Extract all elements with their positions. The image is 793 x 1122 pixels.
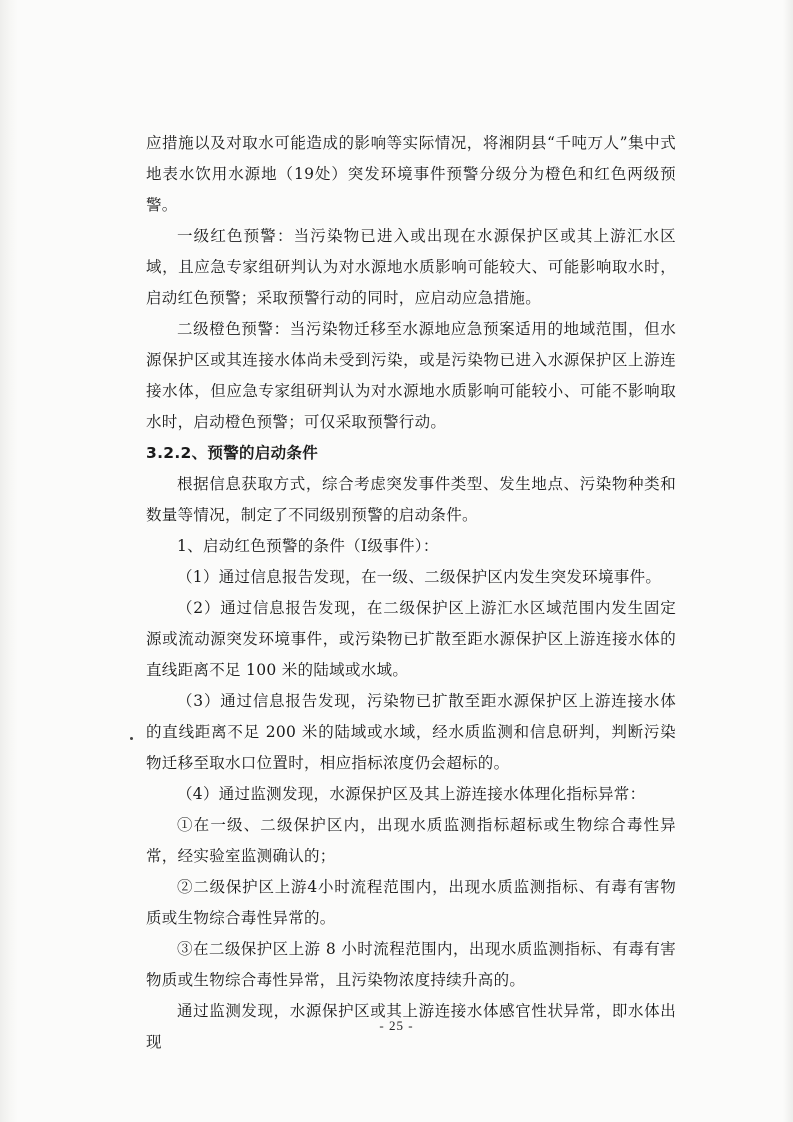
scan-speck (130, 737, 133, 740)
scan-edge-right (783, 0, 793, 1122)
scan-edge-left (0, 0, 18, 1122)
paragraph-start-conditions-intro: 根据信息获取方式，综合考虑突发事件类型、发生地点、污染物种类和数量等情况，制定了不同级别预警的启动条件。 (146, 475, 676, 524)
paragraph-red-warning: 一级红色预警：当污染物已进入或出现在水源保护区或其上游汇水区域，且应急专家组研判认为对水源地水质影响可能较大、可能影响取水时，启动红色预警；采取预警行动的同时，应启动应急措施。 (146, 227, 676, 307)
paragraph-condition-2: （2）通过信息报告发现，在二级保护区上游汇水区域范围内发生固定源或流动源突发环境事件，或污染物已扩散至距水源保护区上游连接水体的直线距离不足 100 米的陆域或水域。 (146, 599, 676, 679)
paragraph-sub-condition-b: ②二级保护区上游4小时流程范围内，出现水质监测指标、有毒有害物质或生物综合毒性异常的。 (146, 878, 676, 927)
paragraph-condition-4: （4）通过监测发现，水源保护区及其上游连接水体理化指标异常： (177, 785, 646, 803)
section-heading-3-2-2: 3.2.2、预警的启动条件 (146, 444, 319, 462)
paragraph-sensory-abnormal: 通过监测发现，水源保护区或其上游连接水体感官性状异常，即水体出现 (146, 1002, 676, 1051)
paragraph-sub-condition-c: ③在二级保护区上游 8 小时流程范围内，出现水质监测指标、有毒有害物质或生物综合毒性异常，且污染物浓度持续升高的。 (146, 940, 676, 989)
page-number: - 25 - (379, 1018, 414, 1033)
paragraph-condition-1: （1）通过信息报告发现，在一级、二级保护区内发生突发环境事件。 (177, 568, 662, 586)
paragraph-warning-classification: 应措施以及对取水可能造成的影响等实际情况，将湘阴县“千吨万人”集中式地表水饮用水源地（19处）突发环境事件预警分级分为橙色和红色两级预警。 (146, 134, 676, 214)
paragraph-condition-3: （3）通过信息报告发现，污染物已扩散至距水源保护区上游连接水体的直线距离不足 200 米的陆域或水域，经水质监测和信息研判，判断污染物迁移至取水口位置时，相应指标浓度仍会超标的。 (146, 692, 676, 772)
paragraph-red-warning-conditions-title: 1、启动红色预警的条件（I级事件）： (177, 537, 439, 555)
paragraph-sub-condition-a: ①在一级、二级保护区内，出现水质监测指标超标或生物综合毒性异常，经实验室监测确认的； (146, 816, 676, 865)
paragraph-orange-warning: 二级橙色预警：当污染物迁移至水源地应急预案适用的地域范围，但水源保护区或其连接水体尚未受到污染，或是污染物已进入水源保护区上游连接水体，但应急专家组研判认为对水源地水质影响可能较小、可能不影响取水时，启动橙色预警；可仅采取预警行动。 (146, 320, 676, 431)
document-body (146, 128, 676, 1058)
